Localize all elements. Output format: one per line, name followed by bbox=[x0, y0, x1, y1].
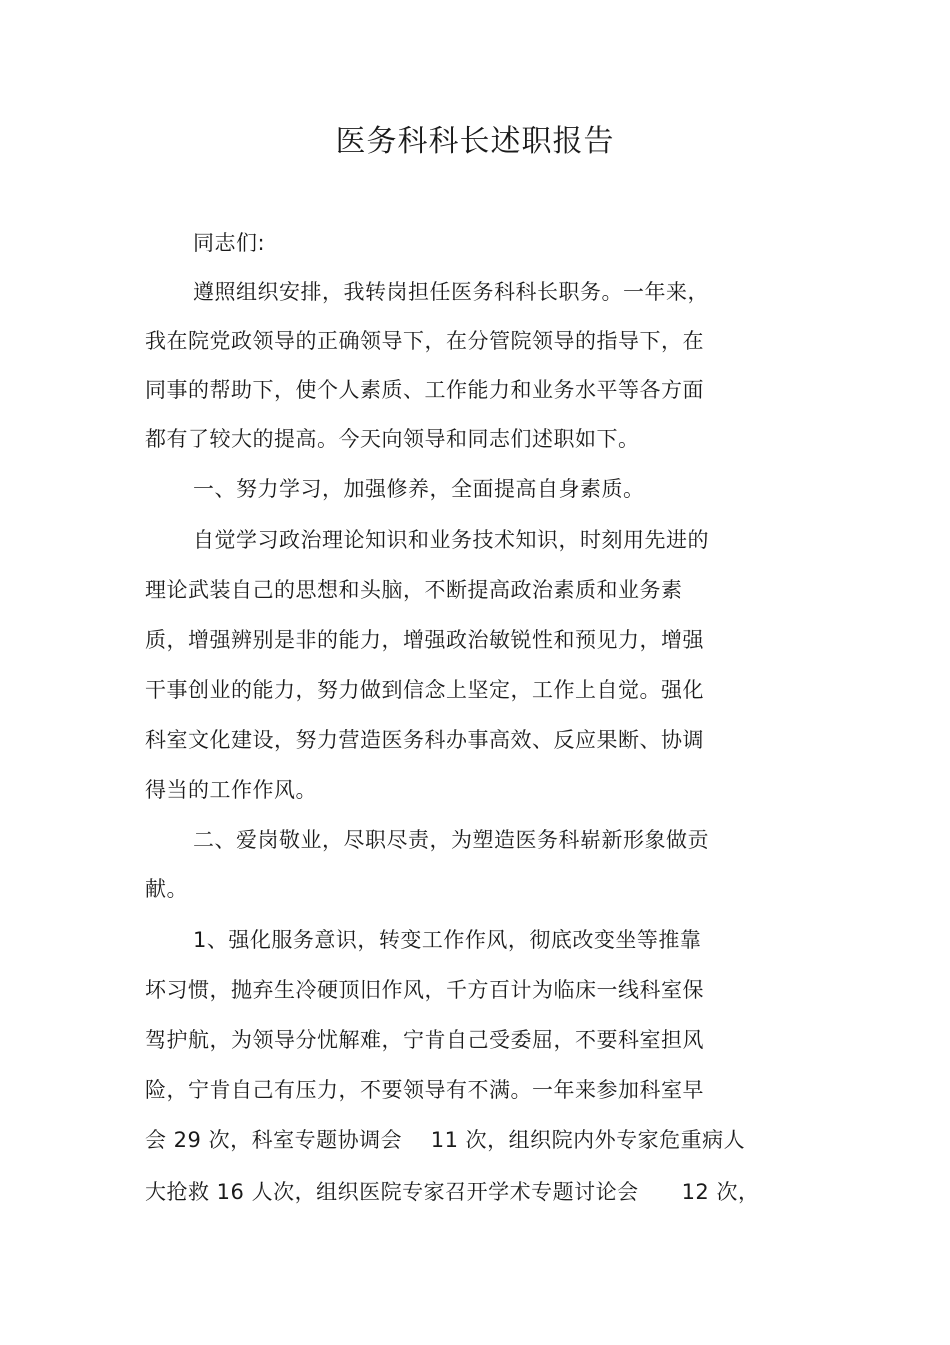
paragraph-line: 干事创业的能力，努力做到信念上坚定，工作上自觉。强化 bbox=[145, 678, 704, 702]
section-heading: 一、努力学习，加强修养，全面提高自身素质。 bbox=[193, 477, 645, 501]
paragraph-line: 理论武装自己的思想和头脑，不断提高政治素质和业务素 bbox=[145, 578, 683, 602]
paragraph-line: 坏习惯，抛弃生冷硬顶旧作风，千方百计为临床一线科室保 bbox=[145, 978, 704, 1002]
salutation: 同志们: bbox=[193, 231, 266, 255]
paragraph-line: 驾护航，为领导分忧解难，宁肯自己受委屈，不要科室担风 bbox=[145, 1028, 704, 1052]
paragraph-line: 得当的工作作风。 bbox=[145, 778, 317, 802]
paragraph-line: 会 29 次，科室专题协调会 11 次，组织院内外专家危重病人 bbox=[145, 1128, 746, 1152]
section-heading: 二、爱岗敬业，尽职尽责，为塑造医务科崭新形象做贡 bbox=[193, 828, 709, 852]
section-heading-continuation: 献。 bbox=[145, 877, 188, 901]
paragraph-line: 1、强化服务意识，转变工作作风，彻底改变坐等推靠 bbox=[193, 928, 702, 952]
document-title: 医务科科长述职报告 bbox=[335, 124, 615, 159]
paragraph-line: 同事的帮助下，使个人素质、工作能力和业务水平等各方面 bbox=[145, 378, 704, 402]
paragraph-line: 自觉学习政治理论知识和业务技术知识，时刻用先进的 bbox=[193, 528, 709, 552]
paragraph-line: 遵照组织安排，我转岗担任医务科科长职务。一年来， bbox=[193, 280, 709, 304]
paragraph-line: 质，增强辨别是非的能力，增强政治敏锐性和预见力，增强 bbox=[145, 628, 704, 652]
paragraph-line: 险，宁肯自己有压力，不要领导有不满。一年来参加科室早 bbox=[145, 1078, 704, 1102]
paragraph-line: 我在院党政领导的正确领导下，在分管院领导的指导下，在 bbox=[145, 329, 704, 353]
paragraph-line: 都有了较大的提高。今天向领导和同志们述职如下。 bbox=[145, 427, 640, 451]
paragraph-line: 大抢救 16 人次，组织医院专家召开学术专题讨论会 12 次， bbox=[145, 1180, 760, 1204]
paragraph-line: 科室文化建设，努力营造医务科办事高效、反应果断、协调 bbox=[145, 728, 704, 752]
